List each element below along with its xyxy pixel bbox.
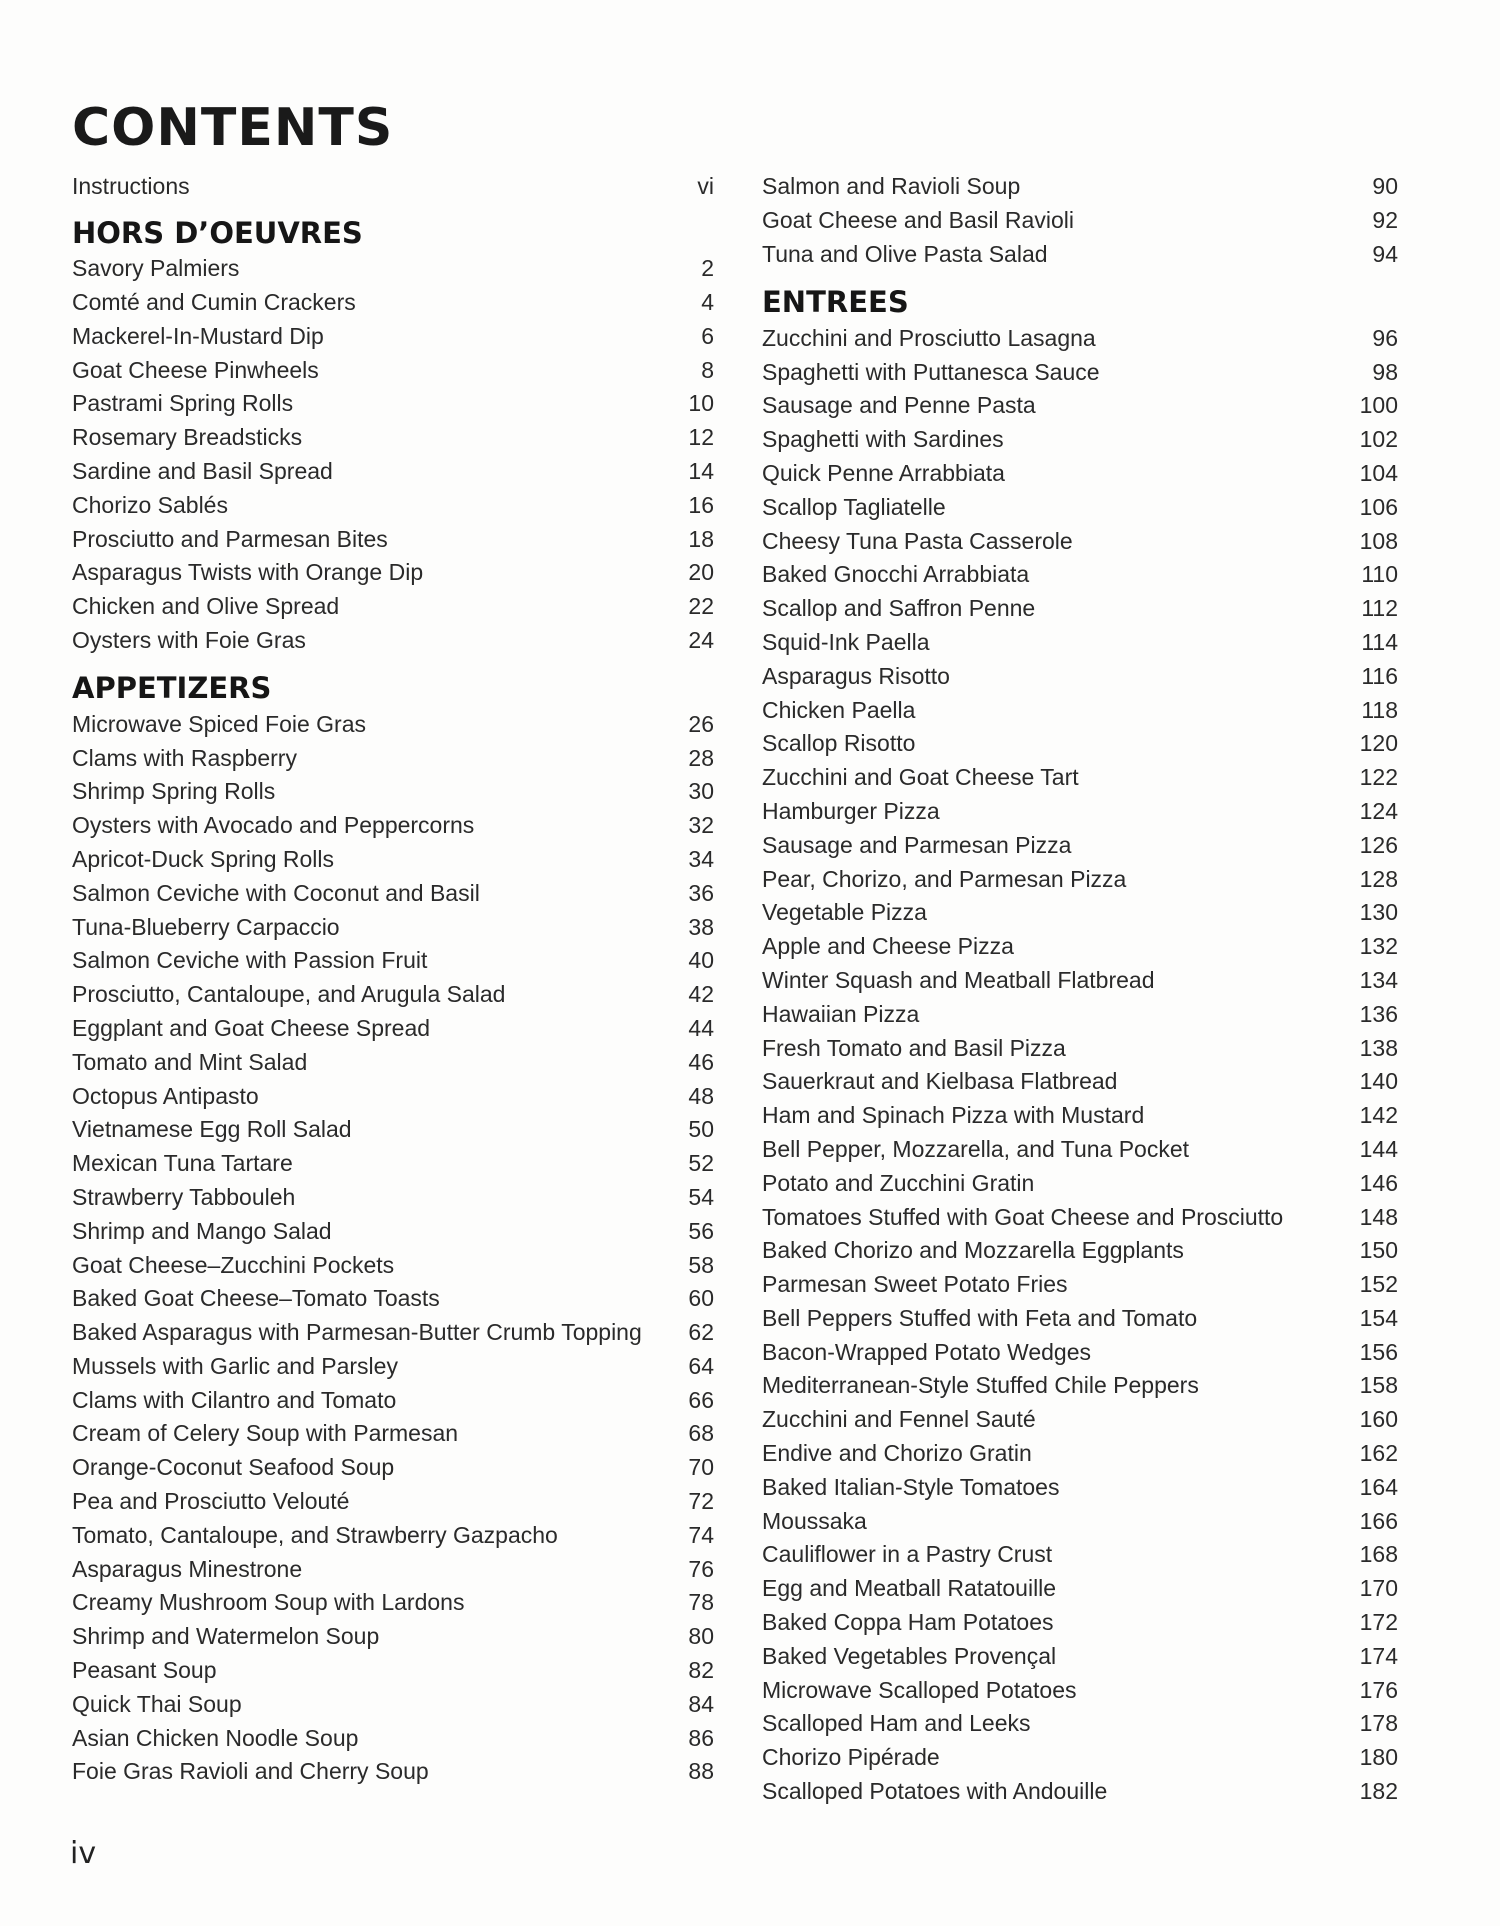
toc-entry-page: 26: [688, 710, 714, 737]
toc-entry-page: 108: [1359, 527, 1398, 554]
toc-entry-title: Moussaka: [762, 1507, 867, 1534]
toc-entry: [72, 944, 714, 978]
toc-entry: [762, 1065, 1398, 1099]
right-column: [762, 170, 1398, 1808]
toc-entry-title: Spaghetti with Sardines: [762, 426, 1004, 453]
toc-entry-title: Parmesan Sweet Potato Fries: [762, 1271, 1068, 1298]
toc-entry: [762, 1268, 1398, 1302]
toc-entry-page: 84: [688, 1690, 714, 1717]
toc-entry-title: Winter Squash and Meatball Flatbread: [762, 966, 1155, 993]
toc-entry-title: Baked Asparagus with Parmesan-Butter Crumb Topping: [72, 1319, 642, 1346]
toc-entry-title: Mussels with Garlic and Parsley: [72, 1352, 398, 1379]
toc-entry-page: 6: [701, 322, 714, 349]
toc-entry-title: Vietnamese Egg Roll Salad: [72, 1116, 352, 1143]
toc-entry-title: Scallop Tagliatelle: [762, 493, 946, 520]
toc-entry: [72, 1654, 714, 1688]
toc-entry-page: 42: [688, 981, 714, 1008]
toc-entry-title: Chorizo Sablés: [72, 491, 228, 518]
toc-entry: [72, 1350, 714, 1384]
toc-entry: [762, 1335, 1398, 1369]
toc-entry-page: 20: [688, 559, 714, 586]
toc-entry-page: 114: [1361, 628, 1398, 655]
toc-entry-title: Goat Cheese and Basil Ravioli: [762, 207, 1074, 234]
toc-entry-title: Scalloped Potatoes with Andouille: [762, 1778, 1108, 1805]
toc-entry-page: 18: [688, 525, 714, 552]
page-folio: iv: [70, 1836, 97, 1871]
toc-entry: [762, 457, 1398, 491]
toc-entry: [72, 1181, 714, 1215]
toc-entry-page: 116: [1361, 662, 1398, 689]
toc-entry-title: Baked Italian-Style Tomatoes: [762, 1473, 1060, 1500]
toc-entry-title: Scallop and Saffron Penne: [762, 595, 1036, 622]
toc-entry: [762, 389, 1398, 423]
toc-entry-title: Goat Cheese–Zucchini Pockets: [72, 1251, 395, 1278]
toc-entry-title: Clams with Raspberry: [72, 744, 297, 771]
toc-entry-page: 56: [688, 1217, 714, 1244]
toc-entry: [72, 590, 714, 624]
toc-entry-page: 154: [1359, 1304, 1398, 1331]
toc-entry-title: Baked Coppa Ham Potatoes: [762, 1609, 1054, 1636]
toc-entry-title: Cream of Celery Soup with Parmesan: [72, 1420, 459, 1447]
toc-entry: [762, 1572, 1398, 1606]
toc-entry: [762, 1470, 1398, 1504]
toc-entry-page: 10: [688, 390, 714, 417]
toc-entry-title: Mexican Tuna Tartare: [72, 1150, 293, 1177]
toc-entry-title: Pastrami Spring Rolls: [72, 390, 294, 417]
toc-entry: [72, 1552, 714, 1586]
toc-entry-title: Apricot-Duck Spring Rolls: [72, 845, 335, 872]
toc-entry-page: 134: [1359, 966, 1398, 993]
toc-entry-page: 104: [1359, 459, 1398, 486]
toc-entry: [72, 809, 714, 843]
toc-entry-title: Peasant Soup: [72, 1657, 217, 1684]
toc-entry: [762, 1538, 1398, 1572]
toc-entry-page: 48: [688, 1082, 714, 1109]
toc-entry: [72, 1316, 714, 1350]
toc-entry: [762, 1166, 1398, 1200]
toc-entry-title: Comté and Cumin Crackers: [72, 288, 356, 315]
toc-entry-title: Tomato and Mint Salad: [72, 1048, 308, 1075]
toc-entry-title: Bell Peppers Stuffed with Feta and Tomato: [762, 1304, 1198, 1331]
toc-entry-title: Orange-Coconut Seafood Soup: [72, 1454, 395, 1481]
toc-entry-page: 34: [688, 845, 714, 872]
toc-entry-title: Asparagus Risotto: [762, 662, 950, 689]
toc-entry-page: 98: [1372, 358, 1398, 385]
toc-entry: [762, 828, 1398, 862]
toc-entry-page: 180: [1359, 1744, 1398, 1771]
toc-entry-title: Potato and Zucchini Gratin: [762, 1169, 1035, 1196]
toc-entry-page: 170: [1359, 1575, 1398, 1602]
toc-entry-title: Bacon-Wrapped Potato Wedges: [762, 1338, 1092, 1365]
toc-entry-page: 132: [1359, 933, 1398, 960]
toc-entry: [72, 1485, 714, 1519]
toc-entry: [762, 761, 1398, 795]
toc-entry-page: 40: [688, 947, 714, 974]
toc-entry: [762, 355, 1398, 389]
toc-entry-page: 126: [1359, 831, 1398, 858]
toc-entry: [72, 1586, 714, 1620]
toc-entry: [762, 170, 1398, 204]
toc-entry-page: 28: [688, 744, 714, 771]
toc-entry-page: 36: [688, 879, 714, 906]
toc-entry: [762, 1403, 1398, 1437]
toc-entry: [72, 910, 714, 944]
toc-entry-page: 82: [688, 1657, 714, 1684]
toc-entry-page: 174: [1359, 1642, 1398, 1669]
toc-entry: [72, 843, 714, 877]
toc-entry-title: Pear, Chorizo, and Parmesan Pizza: [762, 865, 1127, 892]
toc-entry-page: 130: [1359, 899, 1398, 926]
toc-entry-page: 76: [688, 1555, 714, 1582]
toc-entry-page: 78: [688, 1589, 714, 1616]
toc-entry-page: 32: [688, 812, 714, 839]
toc-entry: [762, 1133, 1398, 1167]
toc-entry: [72, 1045, 714, 1079]
toc-entry-page: 30: [688, 778, 714, 805]
toc-entry: [72, 1079, 714, 1113]
toc-entry: [72, 624, 714, 658]
toc-entry-title: Shrimp and Mango Salad: [72, 1217, 332, 1244]
toc-entry-page: 58: [688, 1251, 714, 1278]
toc-entry-title: Baked Goat Cheese–Tomato Toasts: [72, 1285, 440, 1312]
toc-entry-page: 22: [688, 593, 714, 620]
toc-entry: [762, 558, 1398, 592]
toc-entry-page: 140: [1359, 1068, 1398, 1095]
toc-entry-page: 160: [1359, 1406, 1398, 1433]
toc-entry: [72, 421, 714, 455]
toc-entry-title: Chicken Paella: [762, 696, 916, 723]
toc-entry-title: Baked Gnocchi Arrabbiata: [762, 561, 1030, 588]
toc-entry-title: Sausage and Parmesan Pizza: [762, 831, 1072, 858]
toc-entry: [762, 862, 1398, 896]
toc-entry: [762, 1775, 1398, 1809]
toc-entry-title: Microwave Scalloped Potatoes: [762, 1676, 1077, 1703]
toc-entry: [762, 727, 1398, 761]
toc-entry-title: Tomatoes Stuffed with Goat Cheese and Prosciutto: [762, 1203, 1284, 1230]
page-title: CONTENTS: [72, 98, 394, 158]
toc-entry: [72, 1451, 714, 1485]
toc-entry-page: 70: [688, 1454, 714, 1481]
toc-entry-page: 8: [701, 356, 714, 383]
toc-entry: [72, 1113, 714, 1147]
toc-entry-title: Sardine and Basil Spread: [72, 457, 333, 484]
toc-entry-title: Tuna and Olive Pasta Salad: [762, 240, 1048, 267]
toc-entry: [762, 1302, 1398, 1336]
toc-entry-page: 64: [688, 1352, 714, 1379]
toc-entry-title: Cauliflower in a Pastry Crust: [762, 1541, 1053, 1568]
toc-entry-page: 24: [688, 626, 714, 653]
toc-entry: [762, 321, 1398, 355]
toc-entry-page: 74: [688, 1521, 714, 1548]
section-heading: HORS D’OEUVRES: [72, 215, 363, 250]
toc-entry: [72, 286, 714, 320]
toc-entry: [762, 659, 1398, 693]
toc-entry-title: Egg and Meatball Ratatouille: [762, 1575, 1057, 1602]
toc-entry-title: Prosciutto, Cantaloupe, and Arugula Salad: [72, 981, 506, 1008]
toc-entry-title: Rosemary Breadsticks: [72, 424, 303, 451]
toc-entry-page: 138: [1359, 1034, 1398, 1061]
toc-entry-title: Creamy Mushroom Soup with Lardons: [72, 1589, 465, 1616]
toc-entry-page: 176: [1359, 1676, 1398, 1703]
toc-entry: [762, 1673, 1398, 1707]
toc-entry: [762, 1741, 1398, 1775]
toc-entry: [72, 775, 714, 809]
toc-entry: [72, 1248, 714, 1282]
toc-entry-page: 92: [1372, 207, 1398, 234]
toc-entry: [762, 423, 1398, 457]
toc-entry-title: Zucchini and Fennel Sauté: [762, 1406, 1036, 1433]
toc-entry: [762, 964, 1398, 998]
toc-entry-page: 50: [688, 1116, 714, 1143]
toc-entry-title: Scalloped Ham and Leeks: [762, 1710, 1031, 1737]
toc-entry-title: Endive and Chorizo Gratin: [762, 1440, 1032, 1467]
toc-entry-page: 118: [1361, 696, 1398, 723]
toc-entry-page: 62: [688, 1319, 714, 1346]
toc-entry: [72, 876, 714, 910]
toc-entry-page: 136: [1359, 1000, 1398, 1027]
toc-entry-page: 44: [688, 1014, 714, 1041]
toc-entry-page: 52: [688, 1150, 714, 1177]
toc-entry-title: Spaghetti with Puttanesca Sauce: [762, 358, 1100, 385]
toc-entry-page: 2: [701, 255, 714, 282]
toc-entry-title: Shrimp and Watermelon Soup: [72, 1623, 380, 1650]
toc-entry: [72, 1417, 714, 1451]
toc-entry-title: Prosciutto and Parmesan Bites: [72, 525, 388, 552]
toc-entry-title: Mediterranean-Style Stuffed Chile Peppers: [762, 1372, 1199, 1399]
toc-entry: [72, 455, 714, 489]
toc-entry: [762, 997, 1398, 1031]
toc-entry: [72, 556, 714, 590]
toc-entry-title: Microwave Spiced Foie Gras: [72, 710, 366, 737]
toc-entry-page: 88: [688, 1758, 714, 1785]
toc-entry-page: 148: [1359, 1203, 1398, 1230]
toc-entry: [762, 1437, 1398, 1471]
toc-entry-page: 46: [688, 1048, 714, 1075]
toc-entry-page: 106: [1359, 493, 1398, 520]
toc-entry: [72, 1383, 714, 1417]
toc-entry-page: 112: [1361, 595, 1398, 622]
toc-entry-page: 144: [1359, 1135, 1398, 1162]
toc-entry-title: Cheesy Tuna Pasta Casserole: [762, 527, 1073, 554]
toc-entry: [72, 1147, 714, 1181]
toc-entry: [72, 1721, 714, 1755]
toc-entry: [72, 252, 714, 286]
toc-entry: [72, 978, 714, 1012]
toc-entry: [762, 1031, 1398, 1065]
toc-entry-title: Strawberry Tabbouleh: [72, 1183, 296, 1210]
toc-entry-page: 60: [688, 1285, 714, 1312]
toc-entry-title: Savory Palmiers: [72, 255, 240, 282]
toc-entry: [762, 238, 1398, 272]
toc-entry-page: 182: [1359, 1778, 1398, 1805]
toc-entry-title: Hamburger Pizza: [762, 797, 940, 824]
toc-entry-page: 68: [688, 1420, 714, 1447]
toc-entry-title: Salmon and Ravioli Soup: [762, 173, 1021, 200]
toc-entry: [72, 1012, 714, 1046]
toc-entry-title: Sausage and Penne Pasta: [762, 392, 1036, 419]
toc-entry-title: Shrimp Spring Rolls: [72, 778, 276, 805]
toc-entry-page: 100: [1359, 392, 1398, 419]
toc-entry-title: Goat Cheese Pinwheels: [72, 356, 319, 383]
toc-entry-title: Mackerel-In-Mustard Dip: [72, 322, 324, 349]
toc-entry-title: Hawaiian Pizza: [762, 1000, 920, 1027]
toc-entry-page: 12: [688, 424, 714, 451]
toc-entry-title: Zucchini and Prosciutto Lasagna: [762, 324, 1096, 351]
toc-entry: [72, 1214, 714, 1248]
toc-entry-page: 14: [688, 457, 714, 484]
toc-entry-page: 94: [1372, 240, 1398, 267]
toc-entry-page: 166: [1359, 1507, 1398, 1534]
toc-entry-page: 178: [1359, 1710, 1398, 1737]
toc-entry-title: Squid-Ink Paella: [762, 628, 930, 655]
toc-entry-page: 16: [688, 491, 714, 518]
toc-entry-page: 128: [1359, 865, 1398, 892]
toc-entry: [762, 930, 1398, 964]
toc-entry: [72, 522, 714, 556]
toc-entry-title: Pea and Prosciutto Velouté: [72, 1488, 350, 1515]
toc-entry-page: 110: [1361, 561, 1398, 588]
toc-entry: [762, 795, 1398, 829]
toc-entry-title: Instructions: [72, 173, 190, 200]
toc-entry-page: 164: [1359, 1473, 1398, 1500]
toc-entry-page: 162: [1359, 1440, 1398, 1467]
toc-entry-page: 38: [688, 913, 714, 940]
toc-entry-page: 96: [1372, 324, 1398, 351]
toc-entry: [762, 1234, 1398, 1268]
toc-entry: [762, 524, 1398, 558]
toc-entry-title: Quick Penne Arrabbiata: [762, 459, 1005, 486]
toc-entry-page: 90: [1372, 173, 1398, 200]
toc-entry-title: Chicken and Olive Spread: [72, 593, 340, 620]
toc-entry: [72, 170, 714, 204]
toc-entry-title: Asparagus Twists with Orange Dip: [72, 559, 424, 586]
toc-entry-page: 4: [701, 288, 714, 315]
toc-entry-title: Quick Thai Soup: [72, 1690, 242, 1717]
toc-entry: [762, 693, 1398, 727]
toc-entry-title: Ham and Spinach Pizza with Mustard: [762, 1102, 1145, 1129]
toc-entry: [762, 1606, 1398, 1640]
toc-entry-page: 102: [1359, 426, 1398, 453]
toc-entry-page: 172: [1359, 1609, 1398, 1636]
toc-entry-page: 156: [1359, 1338, 1398, 1365]
toc-entry-title: Baked Chorizo and Mozzarella Eggplants: [762, 1237, 1184, 1264]
toc-entry: [72, 1620, 714, 1654]
toc-entry: [72, 707, 714, 741]
toc-entry-title: Asian Chicken Noodle Soup: [72, 1724, 359, 1751]
toc-entry-page: 150: [1359, 1237, 1398, 1264]
toc-entry-title: Oysters with Foie Gras: [72, 626, 306, 653]
toc-entry-title: Apple and Cheese Pizza: [762, 933, 1014, 960]
toc-entry: [762, 626, 1398, 660]
toc-entry: [762, 1369, 1398, 1403]
toc-entry-title: Fresh Tomato and Basil Pizza: [762, 1034, 1066, 1061]
toc-entry-title: Asparagus Minestrone: [72, 1555, 303, 1582]
toc-entry-page: 152: [1359, 1271, 1398, 1298]
left-column: [72, 170, 714, 1789]
toc-entry: [72, 1282, 714, 1316]
toc-entry-title: Chorizo Pipérade: [762, 1744, 940, 1771]
toc-entry: [762, 896, 1398, 930]
toc-entry-page: 168: [1359, 1541, 1398, 1568]
toc-entry: [72, 319, 714, 353]
toc-entry: [72, 387, 714, 421]
toc-entry: [762, 1707, 1398, 1741]
toc-entry-title: Oysters with Avocado and Peppercorns: [72, 812, 475, 839]
toc-entry: [72, 1755, 714, 1789]
toc-entry-title: Octopus Antipasto: [72, 1082, 259, 1109]
toc-entry: [72, 741, 714, 775]
section-heading: APPETIZERS: [72, 671, 272, 706]
toc-entry: [762, 1200, 1398, 1234]
toc-entry: [762, 1504, 1398, 1538]
toc-entry-title: Zucchini and Goat Cheese Tart: [762, 764, 1079, 791]
toc-entry: [762, 592, 1398, 626]
toc-entry-title: Eggplant and Goat Cheese Spread: [72, 1014, 431, 1041]
toc-entry-page: 142: [1359, 1102, 1398, 1129]
toc-entry-title: Tomato, Cantaloupe, and Strawberry Gazpacho: [72, 1521, 558, 1548]
toc-entry-page: 54: [688, 1183, 714, 1210]
toc-entry: [72, 353, 714, 387]
toc-entry: [762, 1099, 1398, 1133]
toc-entry: [762, 490, 1398, 524]
toc-entry: [72, 1687, 714, 1721]
toc-entry-page: 86: [688, 1724, 714, 1751]
toc-entry-page: 72: [688, 1488, 714, 1515]
toc-entry-page: 80: [688, 1623, 714, 1650]
toc-entry-page: 158: [1359, 1372, 1398, 1399]
toc-entry-title: Salmon Ceviche with Passion Fruit: [72, 947, 428, 974]
toc-entry-page: 122: [1359, 764, 1398, 791]
toc-entry-page: 124: [1359, 797, 1398, 824]
toc-entry: [72, 488, 714, 522]
toc-entry-title: Sauerkraut and Kielbasa Flatbread: [762, 1068, 1118, 1095]
toc-entry-title: Baked Vegetables Provençal: [762, 1642, 1057, 1669]
toc-entry-title: Scallop Risotto: [762, 730, 916, 757]
toc-entry-title: Foie Gras Ravioli and Cherry Soup: [72, 1758, 429, 1785]
toc-entry: [762, 204, 1398, 238]
toc-entry-page: 66: [688, 1386, 714, 1413]
toc-entry-title: Clams with Cilantro and Tomato: [72, 1386, 397, 1413]
section-heading: ENTREES: [762, 285, 909, 320]
toc-entry-page: vi: [697, 173, 714, 200]
toc-entry-title: Tuna-Blueberry Carpaccio: [72, 913, 340, 940]
toc-entry-page: 120: [1359, 730, 1398, 757]
toc-entry-title: Salmon Ceviche with Coconut and Basil: [72, 879, 480, 906]
toc-entry-title: Bell Pepper, Mozzarella, and Tuna Pocket: [762, 1135, 1190, 1162]
toc-entry: [762, 1639, 1398, 1673]
toc-entry-title: Vegetable Pizza: [762, 899, 927, 926]
toc-entry-page: 146: [1359, 1169, 1398, 1196]
toc-entry: [72, 1518, 714, 1552]
